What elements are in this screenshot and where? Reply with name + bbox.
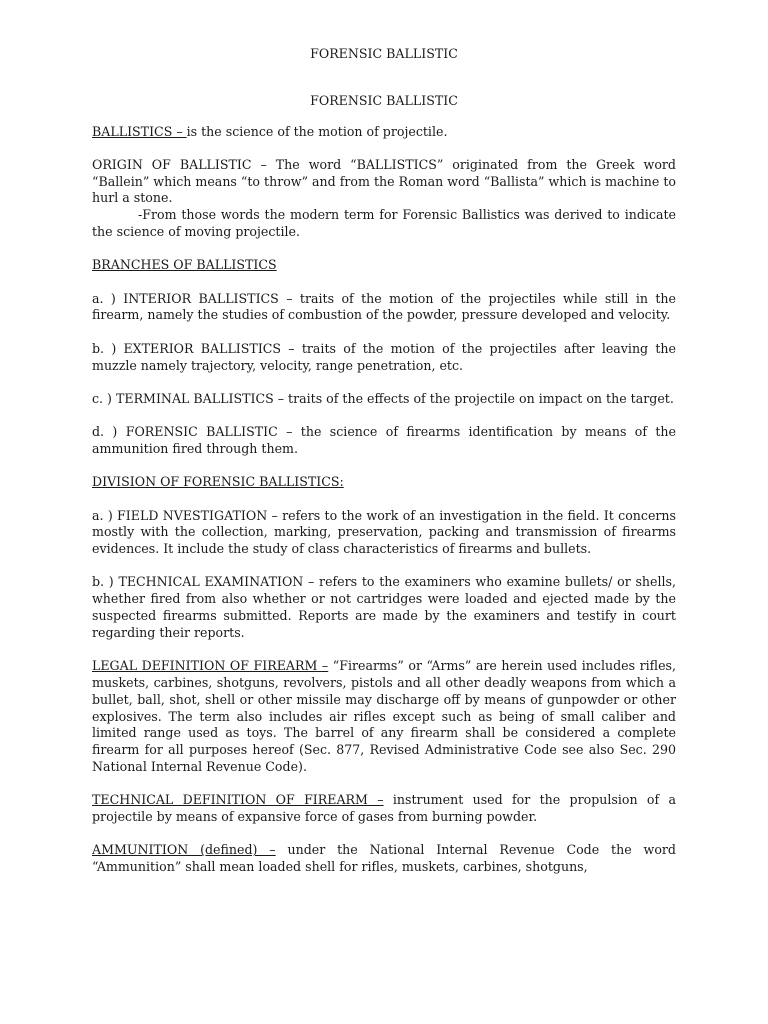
legal-definition-term: LEGAL DEFINITION OF FIREARM – bbox=[92, 658, 329, 674]
division-heading bbox=[92, 474, 676, 491]
document-subtitle: FORENSIC BALLISTIC bbox=[310, 92, 458, 108]
legal-definition-text: “Firearms” or “Arms” are herein used includes rifles, muskets, carbines, shotguns, revolvers, pistols and all other deadly weapons from which a bullet, ball, shot, shell or other missile may discharge off by means of gunpowder or other explosives. The term also includes air rifles except such as being of small caliber and limited range used as toys. The barrel of any firearm shall be considered a complete firearm for all purposes hereof (Sec. 877, Revised Administrative Code see also Sec. 290 National Internal Revenue Code). bbox=[92, 658, 676, 774]
branches-heading bbox=[92, 257, 676, 274]
division-a-paragraph: a. ) FIELD NVESTIGATION – refers to the work of an investigation in the field. It concerns mostly with the collection, marking, preservation, packing and transmission of firearms evidences. It include the study of class characteristics of firearms and bullets. bbox=[92, 507, 676, 557]
branch-b-paragraph: b. ) EXTERIOR BALLISTICS – traits of the motion of the projectiles after leaving the muzzle namely trajectory, velocity, range penetration, etc. bbox=[92, 340, 676, 373]
document-title: FORENSIC BALLISTIC bbox=[310, 46, 458, 61]
branch-d-paragraph: d. ) FORENSIC BALLISTIC – the science of firearms identification by means of the ammunition fired through them. bbox=[92, 424, 676, 456]
division-heading-text: DIVISION OF FORENSIC BALLISTICS: bbox=[92, 474, 344, 490]
origin-continuation: -From those words the modern term for Forensic Ballistics was derived to indicate the science of moving projectile. bbox=[92, 207, 676, 240]
origin-paragraph: ORIGIN OF BALLISTIC – The word “BALLISTICS” originated from the Greek word “Ballein” which means “to throw” and from the Roman word “Ballista” which is machine to hurl a stone. bbox=[92, 156, 676, 206]
branches-heading-text: BRANCHES OF BALLISTICS bbox=[92, 257, 277, 273]
ballistics-term: BALLISTICS – bbox=[92, 123, 187, 139]
legal-definition-paragraph bbox=[92, 658, 676, 776]
ballistics-def-text: is the science of the motion of projectile. bbox=[186, 123, 448, 139]
technical-definition-text: instrument used for the propulsion of a projectile by means of expansive force of gases from burning powder. bbox=[92, 792, 676, 824]
division-b-paragraph: b. ) TECHNICAL EXAMINATION – refers to the examiners who examine bullets/ or shells, whether fired from also whether or not cartridges were loaded and ejected made by the suspected firearms submitted. Reports are made by the examiners and testify in court regarding their reports. bbox=[92, 574, 676, 640]
technical-definition-term: TECHNICAL DEFINITION OF FIREARM – bbox=[92, 792, 384, 808]
ballistics-definition bbox=[92, 124, 676, 141]
ammunition-term: AMMUNITION (defined) – bbox=[92, 842, 276, 858]
ammunition-paragraph bbox=[92, 842, 676, 876]
branch-c-paragraph: c. ) TERMINAL BALLISTICS – traits of the effects of the projectile on impact on the target. bbox=[92, 390, 674, 406]
branch-a-paragraph: a. ) INTERIOR BALLISTICS – traits of the motion of the projectiles while still in the firearm, namely the studies of combustion of the powder, pressure developed and velocity. bbox=[92, 290, 676, 323]
technical-definition-paragraph bbox=[92, 792, 676, 826]
ammunition-text: under the National Internal Revenue Code the word “Ammunition” shall mean loaded shell for rifles, muskets, carbines, shotguns, bbox=[92, 842, 676, 875]
